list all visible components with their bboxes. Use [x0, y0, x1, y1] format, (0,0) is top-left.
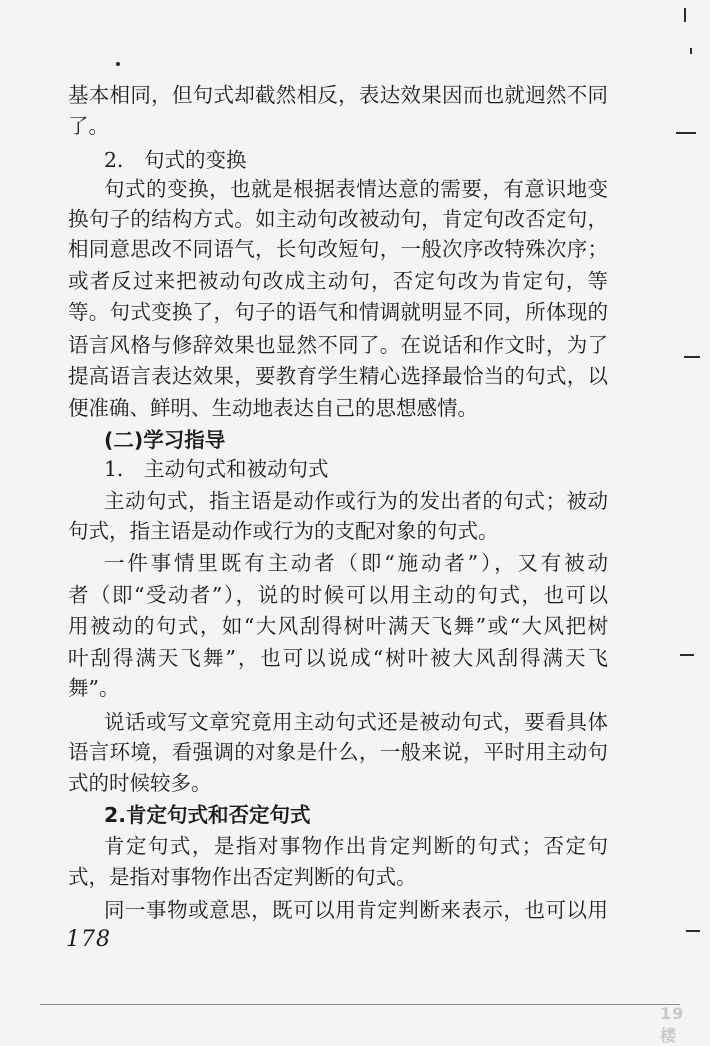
page-number: 178: [66, 927, 111, 952]
text-line: 主动句式，指主语是动作或行为的发出者的句式；被动: [104, 489, 608, 513]
text-line: 一件事情里既有主动者（即“施动者”），又有被动: [104, 551, 608, 575]
text-line: 用被动的句式，如“大风刮得树叶满天飞舞”或“大风把树: [68, 614, 608, 638]
margin-mark: [680, 654, 694, 656]
margin-mark: [686, 930, 700, 932]
subsection-heading-active-passive: 1． 主动句式和被动句式: [104, 457, 329, 481]
watermark-logo: 19楼: [660, 1004, 685, 1045]
section-heading-sentence-transform: 2． 句式的变换: [104, 148, 247, 172]
text-line: 说话或写文章究竟用主动句式还是被动句式，要看具体: [104, 710, 608, 734]
text-line: 提高语言表达效果，要教育学生精心选择最恰当的句式，以: [68, 364, 608, 388]
margin-mark: [676, 132, 696, 134]
text-line: 换句子的结构方式。如主动句改被动句，肯定句改否定句，: [68, 207, 608, 231]
text-line: 语言环境，看强调的对象是什么，一般来说，平时用主动句: [68, 740, 608, 764]
text-line: 式，是指对事物作出否定判断的句式。: [68, 865, 417, 889]
text-line: 叶刮得满天飞舞”，也可以说成“树叶被大风刮得满天飞: [68, 646, 608, 670]
section-heading-study-guidance: (二)学习指导: [104, 428, 226, 452]
text-line: 句式的变换，也就是根据表情达意的需要，有意识地变: [104, 177, 608, 201]
text-line: 舞”。: [68, 676, 120, 700]
text-line: 基本相同，但句式却截然相反，表达效果因而也就迥然不同: [68, 83, 608, 107]
text-line: 者（即“受动者”），说的时候可以用主动的句式，也可以: [68, 583, 608, 607]
text-line: 语言风格与修辞效果也显然不同了。在说话和作文时，为了: [68, 333, 608, 357]
text-line: 了。: [68, 114, 109, 138]
text-line: 或者反过来把被动句改成主动句，否定句改为肯定句，等: [68, 269, 608, 293]
text-line: 肯定句式，是指对事物作出肯定判断的句式；否定句: [104, 834, 608, 858]
text-line: 同一事物或意思，既可以用肯定判断来表示，也可以用: [104, 898, 608, 922]
scan-dot: [116, 62, 120, 66]
margin-mark: [684, 8, 686, 22]
scan-edge-line: [40, 1004, 680, 1005]
text-line: 式的时候较多。: [68, 771, 212, 795]
subsection-heading-affirm-negate: 2.肯定句式和否定句式: [104, 803, 311, 827]
text-line: 相同意思改不同语气，长句改短句，一般次序改特殊次序；: [68, 237, 608, 261]
margin-mark: [690, 48, 692, 54]
margin-mark: [684, 356, 700, 358]
text-line: 句式，指主语是动作或行为的支配对象的句式。: [68, 519, 499, 543]
text-line: 等。句式变换了，句子的语气和情调就明显不同，所体现的: [68, 300, 608, 324]
text-line: 便准确、鲜明、生动地表达自己的思想感情。: [68, 396, 478, 420]
